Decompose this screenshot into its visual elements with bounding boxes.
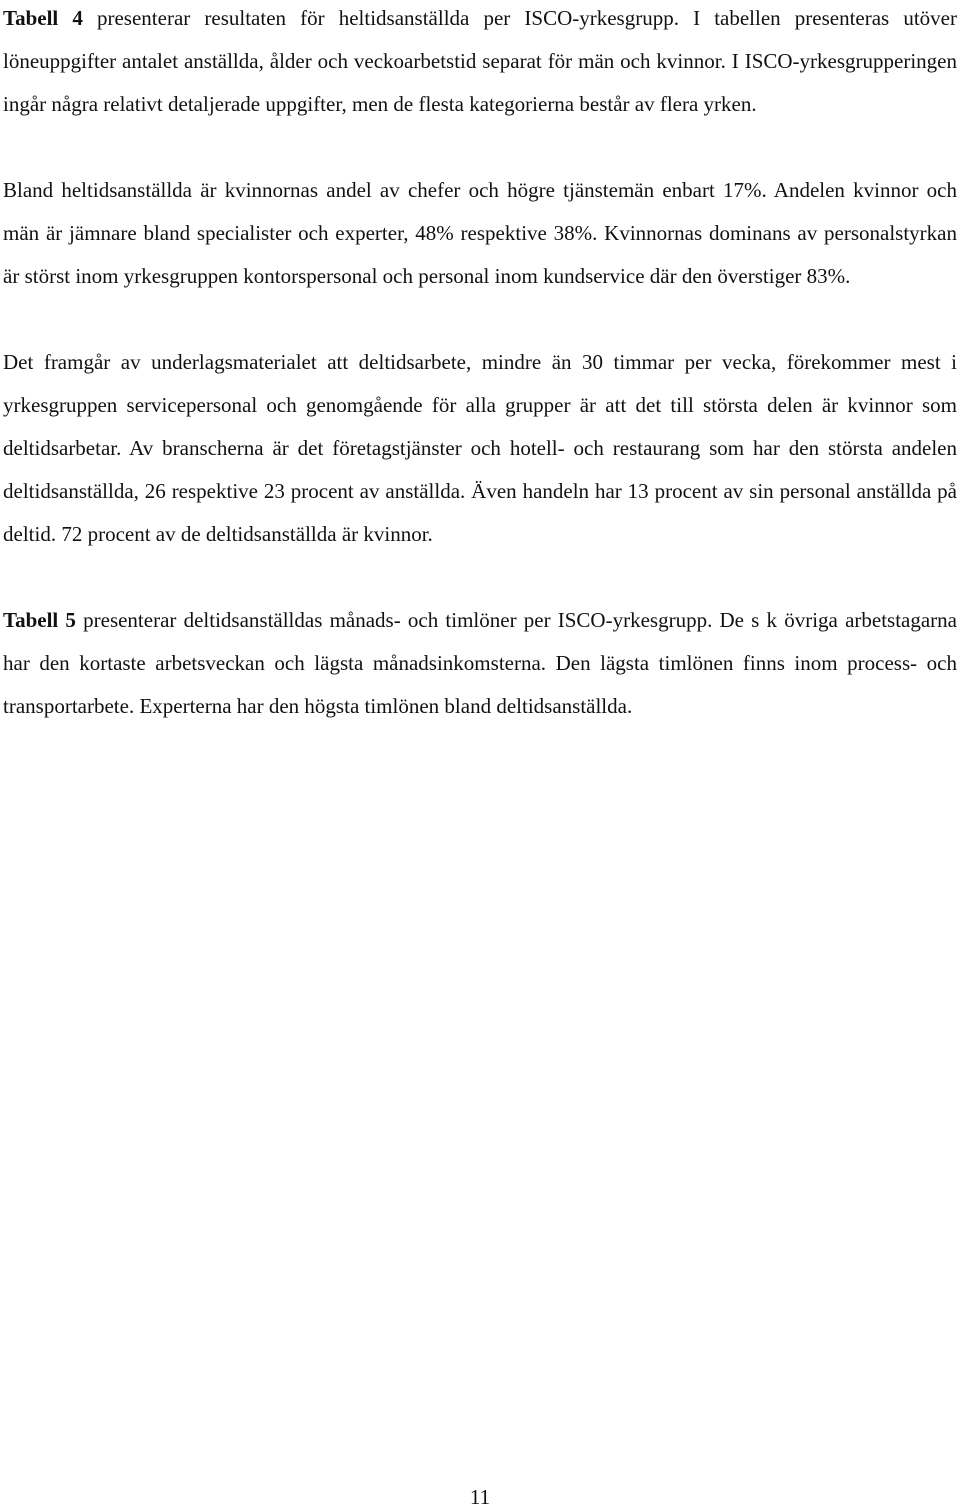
paragraph-tabell-4: [3, 0, 957, 126]
paragraph-text: Bland heltidsanställda är kvinnornas andel av chefer och högre tjänstemän enbart 17%. Andelen kvinnor och män är jämnare bland specialister och experter, 48% respektive 38%. Kvinnornas dominans av personalstyrkan är störst inom yrkesgruppen kontorspersonal och personal inom kundservice där den överstiger 83%.: [3, 178, 957, 288]
paragraph-tabell-5: [3, 599, 957, 728]
document-page: [3, 0, 957, 728]
paragraph-text: Det framgår av underlagsmaterialet att deltidsarbete, mindre än 30 timmar per vecka, förekommer mest i yrkesgruppen servicepersonal och genomgående för alla grupper är att det till största delen är kvinnor som deltidsarbetar. Av branscherna är det företagstjänster och hotell- och restaurang som har den största andelen deltidsanställda, 26 respektive 23 procent av anställda. Även handeln har 13 procent av sin personal anställda på deltid. 72 procent av de deltidsanställda är kvinnor.: [3, 350, 957, 546]
paragraph-deltidsarbete: [3, 341, 957, 556]
paragraph-text: presenterar deltidsanställdas månads- och timlöner per ISCO-yrkesgrupp. De s k övriga arbetstagarna har den kortaste arbetsveckan och lägsta månadsinkomsterna. Den lägsta timlönen finns inom process- och transportarbete. Experterna har den högsta timlönen bland deltidsanställda.: [3, 608, 957, 718]
paragraph-lead-bold: Tabell 5: [3, 608, 76, 632]
paragraph-text: presenterar resultaten för heltidsanställda per ISCO-yrkesgrupp. I tabellen presenteras utöver löneuppgifter antalet anställda, ålder och veckoarbetstid separat för män och kvinnor. I ISCO-yrkesgrupperingen ingår några relativt detaljerade uppgifter, men de flesta kategorierna består av flera yrken.: [3, 6, 957, 116]
paragraph-heltidsanstallda: [3, 169, 957, 298]
paragraph-lead-bold: Tabell 4: [3, 6, 83, 30]
page-number: 11: [469, 1485, 491, 1509]
